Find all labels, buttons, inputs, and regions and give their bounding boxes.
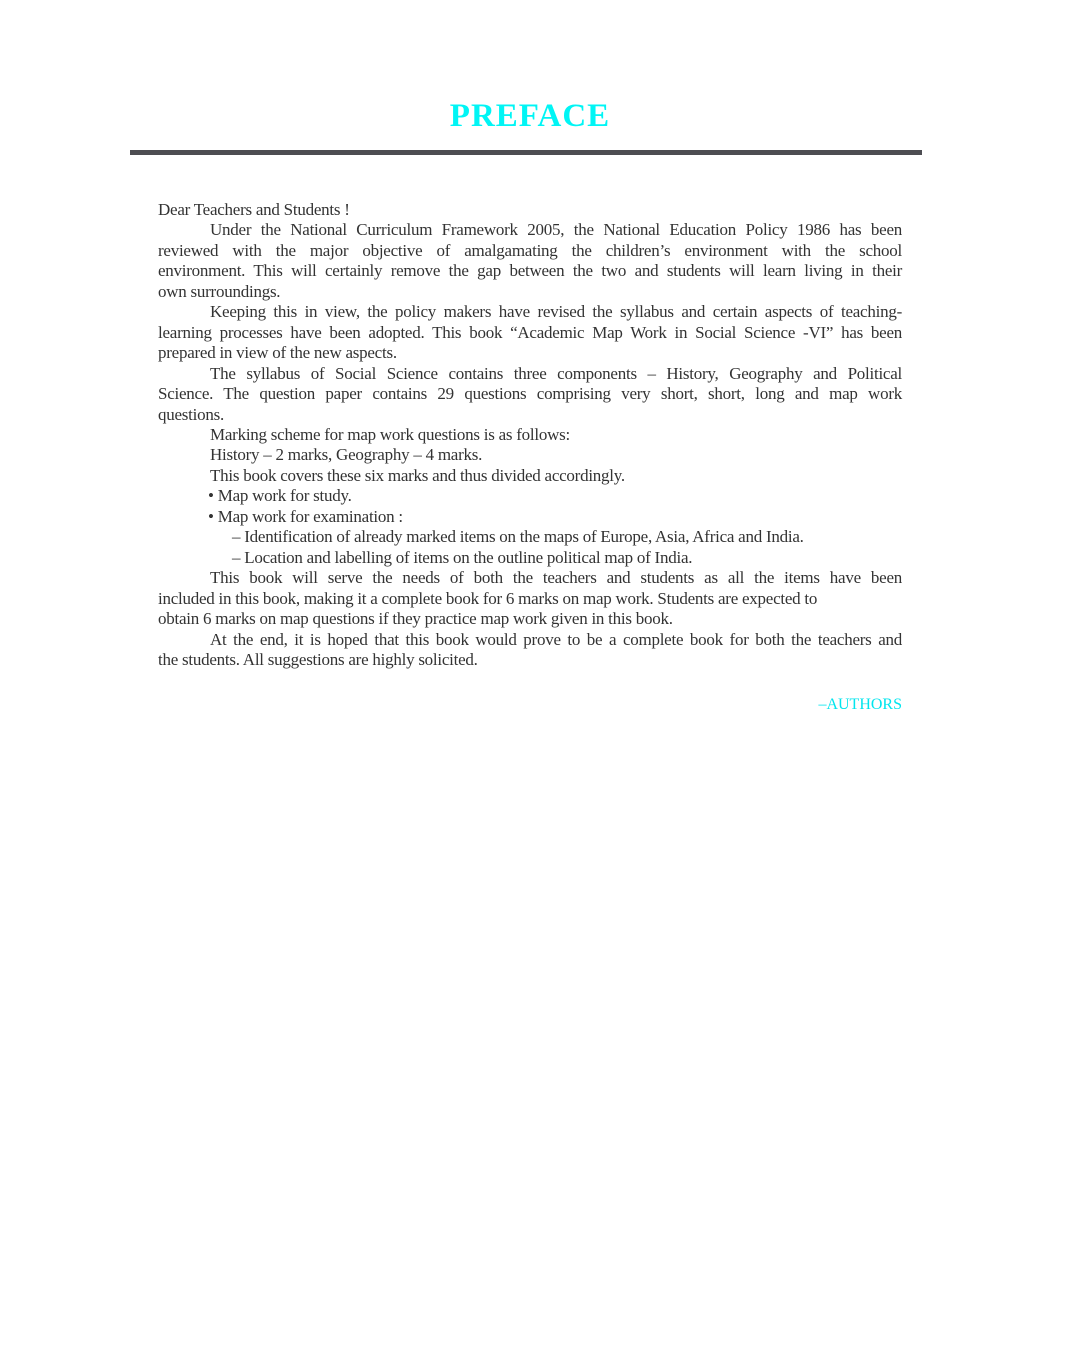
text-line: Under the National Curriculum Framework 2005, the National Education Policy 1986 has been — [210, 220, 902, 239]
text-line: This book covers these six marks and thus divided accordingly. — [210, 466, 625, 485]
text-line: questions. — [158, 405, 224, 424]
text-line: History – 2 marks, Geography – 4 marks. — [210, 445, 483, 464]
text-line: Science. The question paper contains 29 questions comprising very short, short, long and map work — [158, 384, 902, 403]
text-line: the students. All suggestions are highly solicited. — [158, 650, 478, 669]
text-line: This book will serve the needs of both the teachers and students as all the items have been — [210, 568, 902, 587]
text-line: Marking scheme for map work questions is as follows: — [210, 425, 570, 444]
text-line: own surroundings. — [158, 282, 281, 301]
text-line: prepared in view of the new aspects. — [158, 343, 397, 362]
authors-signature: –AUTHORS — [818, 696, 902, 713]
text-line: learning processes have been adopted. This book “Academic Map Work in Social Science -VI” has been — [158, 323, 902, 342]
title-divider — [130, 150, 922, 155]
bullet-item: • Map work for examination : — [208, 507, 403, 526]
text-line: Keeping this in view, the policy makers have revised the syllabus and certain aspects of teaching- — [210, 302, 902, 321]
text-line: The syllabus of Social Science contains three components – History, Geography and Political — [210, 364, 902, 383]
text-line: At the end, it is hoped that this book would prove to be a complete book for both the teachers and — [210, 630, 902, 649]
bullet-item: • Map work for study. — [208, 486, 352, 505]
sub-item: – Identification of already marked items on the maps of Europe, Asia, Africa and India. — [232, 527, 804, 546]
text-line: obtain 6 marks on map questions if they practice map work given in this book. — [158, 609, 673, 628]
text-line: reviewed with the major objective of amalgamating the children’s environment with the school — [158, 241, 902, 260]
salutation: Dear Teachers and Students ! — [158, 200, 350, 219]
text-line: environment. This will certainly remove the gap between the two and students will learn living in their — [158, 261, 902, 280]
sub-item: – Location and labelling of items on the outline political map of India. — [232, 548, 693, 567]
text-line: included in this book, making it a complete book for 6 marks on map work. Students are expected to — [158, 589, 818, 608]
page-title: PREFACE — [449, 98, 611, 134]
